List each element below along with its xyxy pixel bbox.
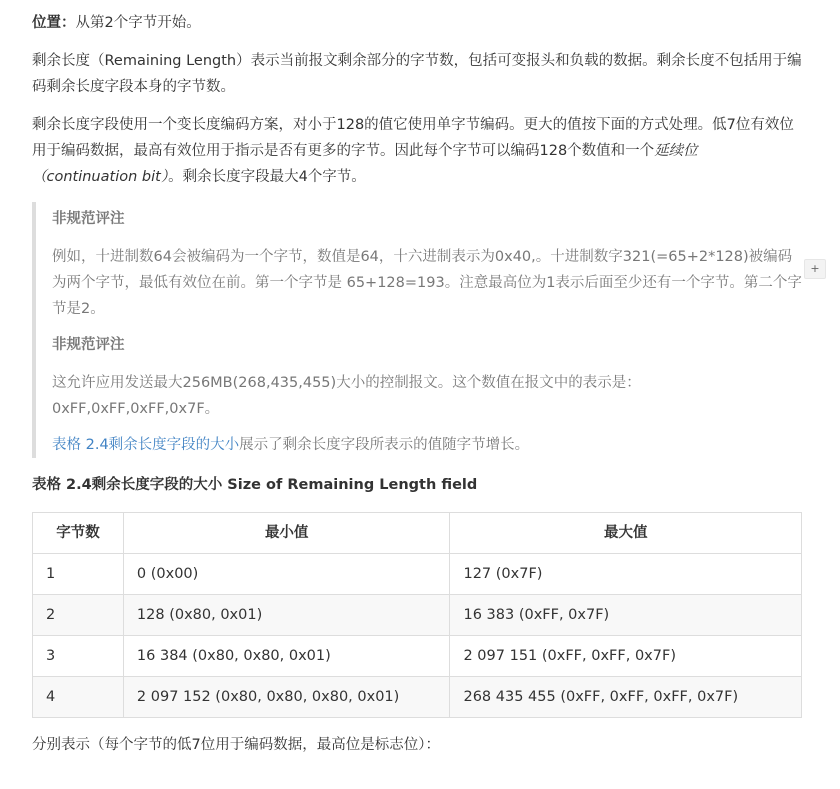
table-row [33,595,802,636]
cell-byte-count: 3 [33,636,124,677]
header-max-value: 最大值 [450,513,802,554]
position-paragraph [32,10,802,36]
note-title-1: 非规范评注 [52,211,125,227]
encoding-text-before: 剩余长度字段使用一个变长度编码方案，对小于128的值它使用单字节编码。更大的值按下面的方式处理。低7位有效位用于编码数据，最高有效位用于指示是否有更多的字节。因此每个字节可以编码128个数值和一个 [32,117,794,159]
table-reference-paragraph [52,432,802,458]
after-table-paragraph: 分别表示（每个字节的低7位用于编码数据，最高位是标志位）： [32,737,440,753]
cell-max-value: 16 383 (0xFF, 0x7F) [450,595,802,636]
header-min-value: 最小值 [123,513,450,554]
cell-byte-count: 4 [33,677,124,718]
cell-min-value: 0 (0x00) [123,554,450,595]
table-row [33,636,802,677]
encoding-scheme-paragraph [32,112,802,190]
note-title-2: 非规范评注 [52,337,125,353]
table-reference-text: 展示了剩余长度字段所表示的值随字节增长。 [239,437,530,453]
non-normative-note-block [32,202,802,458]
continuation-bit-term: 延续位（continuation bit） [32,143,698,185]
table-title: 表格 2.4剩余长度字段的大小 Size of Remaining Length field [32,477,478,493]
cell-byte-count: 2 [33,595,124,636]
header-byte-count: 字节数 [33,513,124,554]
cell-max-value: 268 435 455 (0xFF, 0xFF, 0xFF, 0x7F) [450,677,802,718]
table-row [33,677,802,718]
remaining-length-definition: 剩余长度（Remaining Length）表示当前报文剩余部分的字节数，包括可变报头和负载的数据。剩余长度不包括用于编码剩余长度字段本身的字节数。 [32,53,802,95]
position-text: 从第2个字节开始。 [75,15,201,31]
table-header-row [33,513,802,554]
table-row [33,554,802,595]
note-text-1: 例如，十进制数64会被编码为一个字节，数值是64，十六进制表示为0x40,。十进制数字321(=65+2*128)被编码为两个字节，最低有效位在前。第一个字节是 65+128=193。注意最高位为1表示后面至少还有一个字节。第二个字节是2。 [52,249,802,317]
encoding-text-after: 。剩余长度字段最大4个字节。 [168,169,366,185]
cell-byte-count: 1 [33,554,124,595]
remaining-length-table [32,512,802,718]
cell-min-value: 16 384 (0x80, 0x80, 0x01) [123,636,450,677]
note-text-2: 这允许应用发送最大256MB(268,435,455)大小的控制报文。这个数值在报文中的表示是：0xFF,0xFF,0xFF,0x7F。 [52,375,641,417]
table-reference-link[interactable]: 表格 2.4剩余长度字段的大小 [52,437,240,453]
document-body [32,10,802,770]
position-label: 位置： [32,15,76,31]
cell-max-value: 127 (0x7F) [450,554,802,595]
cell-min-value: 2 097 152 (0x80, 0x80, 0x80, 0x01) [123,677,450,718]
expand-plus-button[interactable]: + [804,259,826,279]
cell-max-value: 2 097 151 (0xFF, 0xFF, 0x7F) [450,636,802,677]
cell-min-value: 128 (0x80, 0x01) [123,595,450,636]
